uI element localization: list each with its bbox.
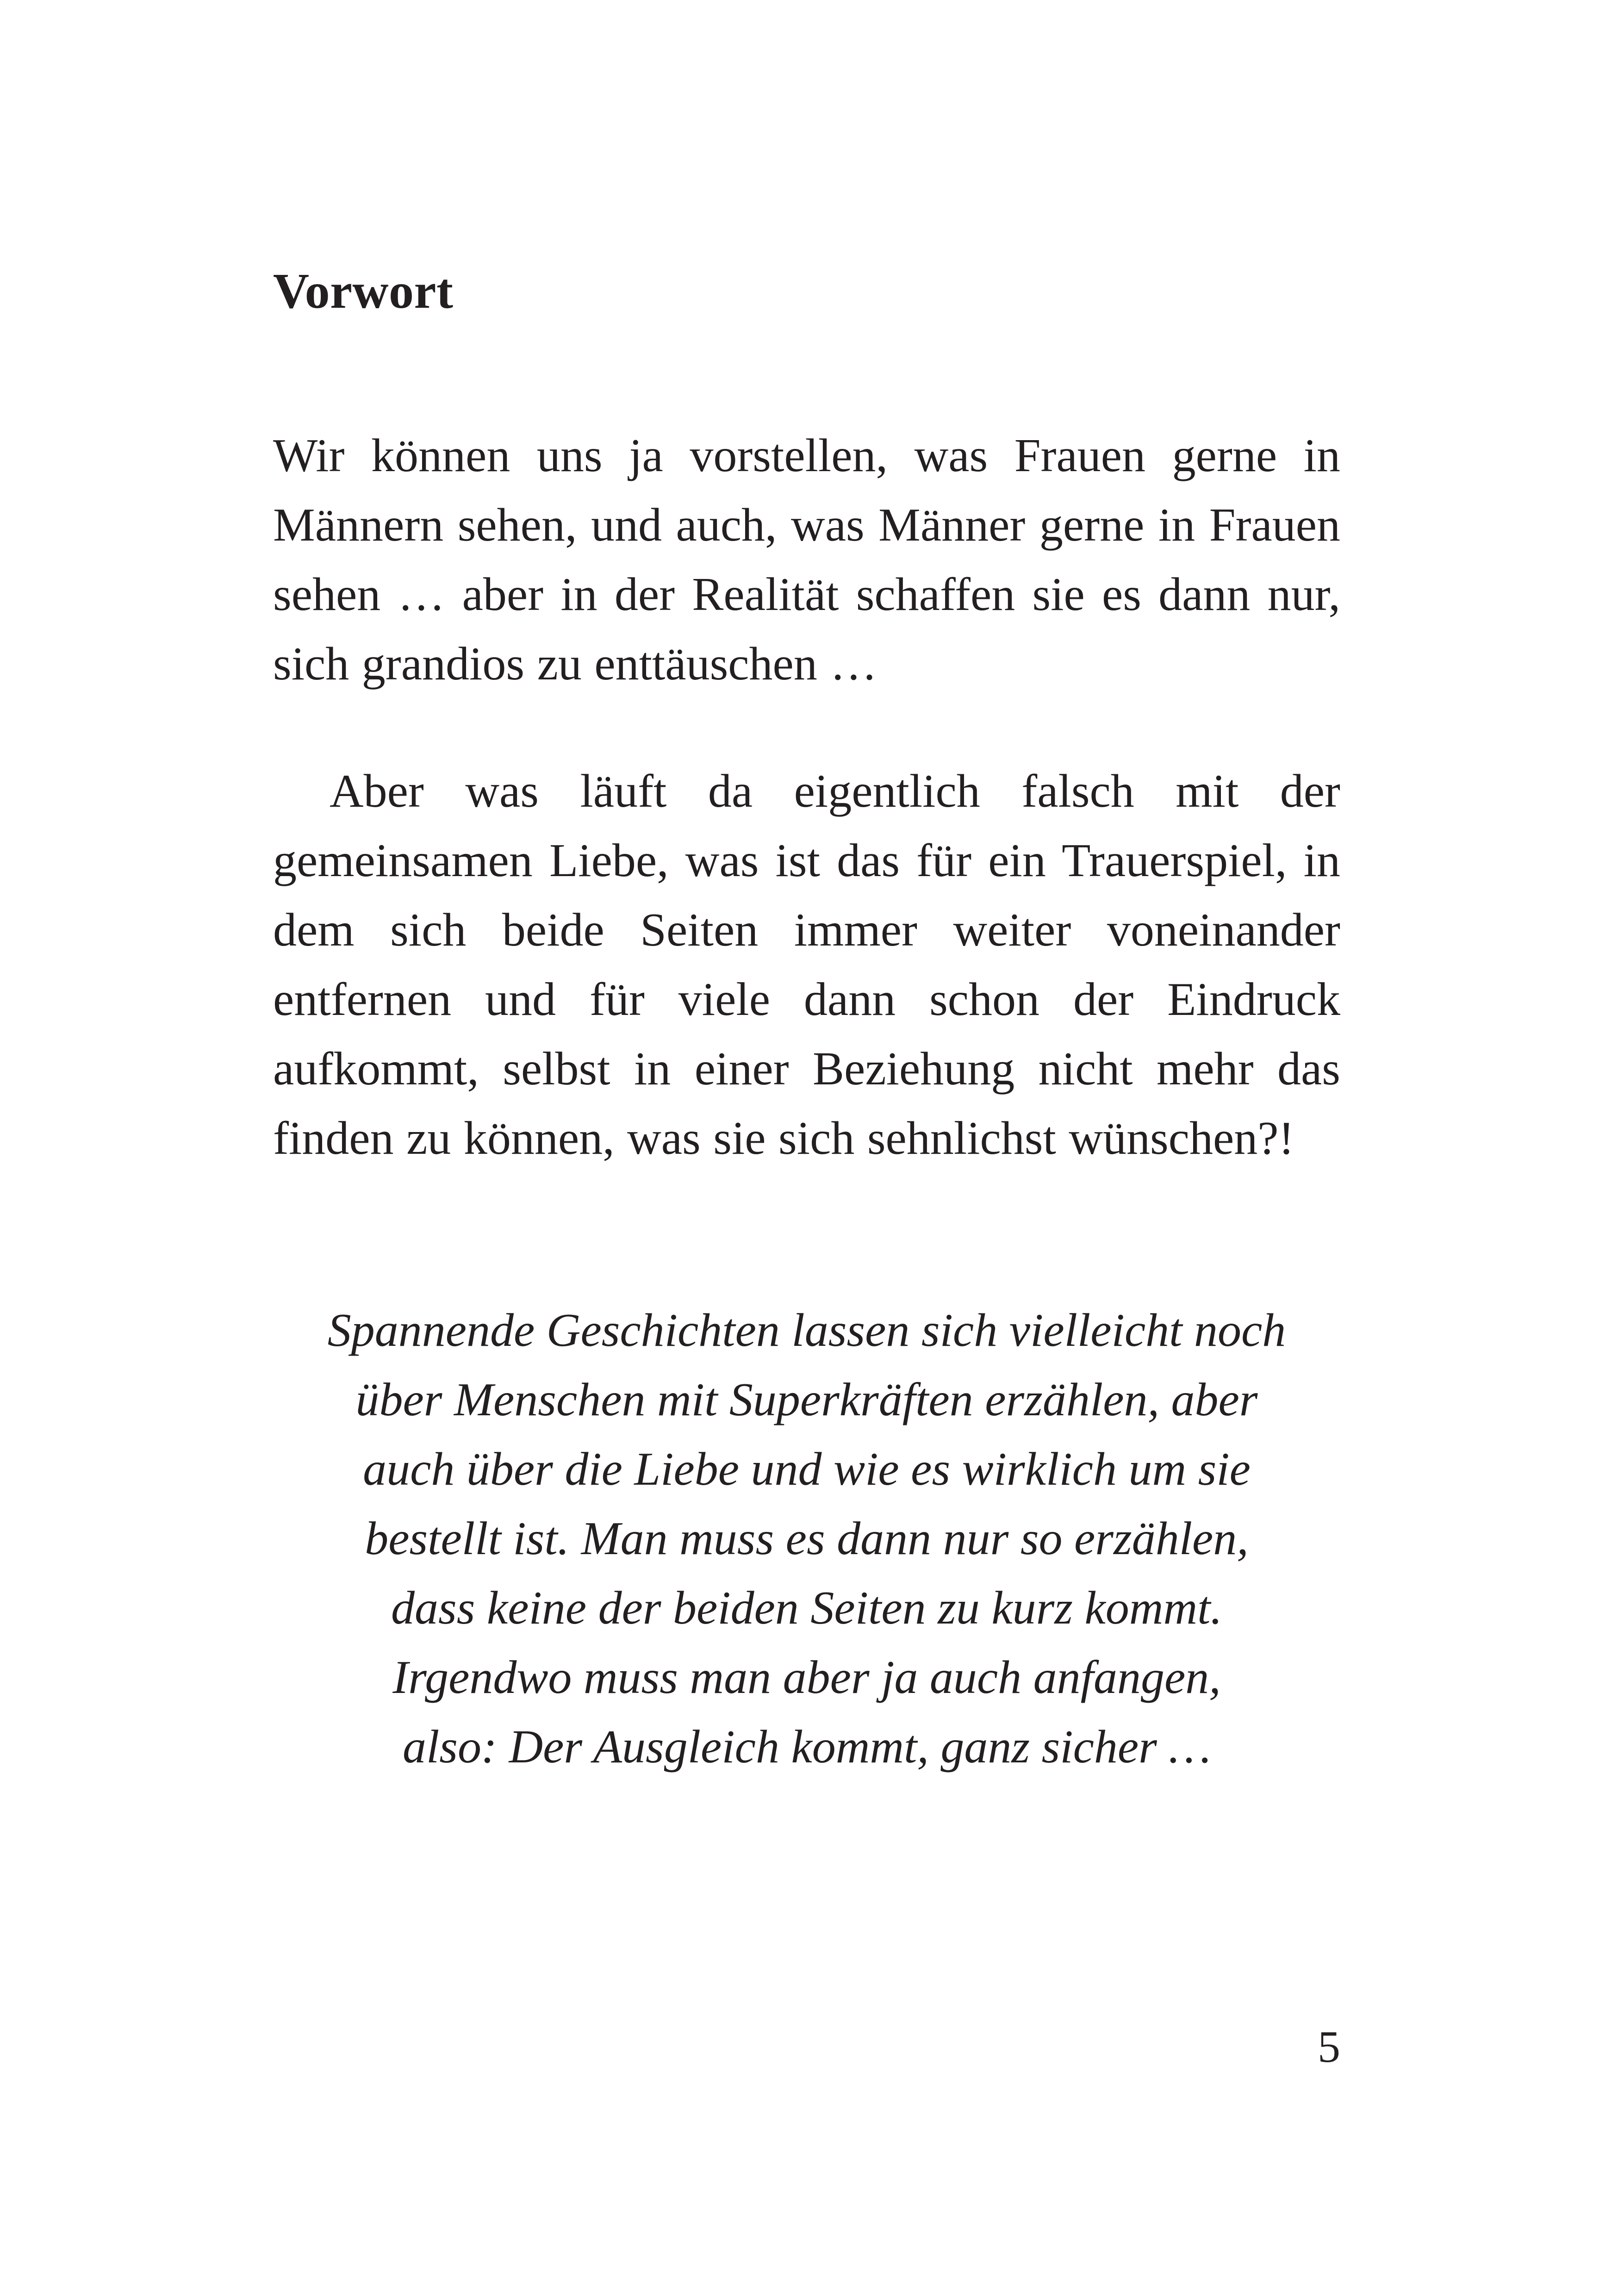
quote-line: Irgendwo muss man aber ja auch anfangen, xyxy=(392,1651,1221,1704)
quote-line: Spannende Geschichten lassen sich vielleicht noch xyxy=(327,1304,1286,1356)
page-number: 5 xyxy=(1318,2022,1340,2072)
paragraph-intro: Wir können uns ja vorstellen, was Frauen gerne in Männern sehen, und auch, was Männer gerne in Frauen sehen … aber in der Realität schaffen sie es dann nur, sich grandios zu enttäuschen … xyxy=(273,429,1340,690)
quote-line: über Menschen mit Superkräften erzählen, aber xyxy=(355,1374,1258,1426)
quote-line: also: Der Ausgleich kommt, ganz sicher … xyxy=(402,1721,1211,1773)
paragraph-question: Aber was läuft da eigentlich falsch mit der gemeinsamen Liebe, was ist das für ein Trauerspiel, in dem sich beide Seiten immer weiter voneinander entfernen und für viele dann schon der Eindruck aufkommt, selbst in einer Beziehung nicht mehr das finden zu können, was sie sich sehnlichst wünschen?! xyxy=(273,765,1340,1164)
page-title: Vorwort xyxy=(273,264,454,319)
italic-quote xyxy=(273,1296,1340,1782)
quote-line: auch über die Liebe und wie es wirklich um sie xyxy=(363,1443,1251,1495)
quote-line: bestellt ist. Man muss es dann nur so erzählen, xyxy=(365,1512,1249,1565)
quote-line: dass keine der beiden Seiten zu kurz kommt. xyxy=(391,1582,1222,1634)
